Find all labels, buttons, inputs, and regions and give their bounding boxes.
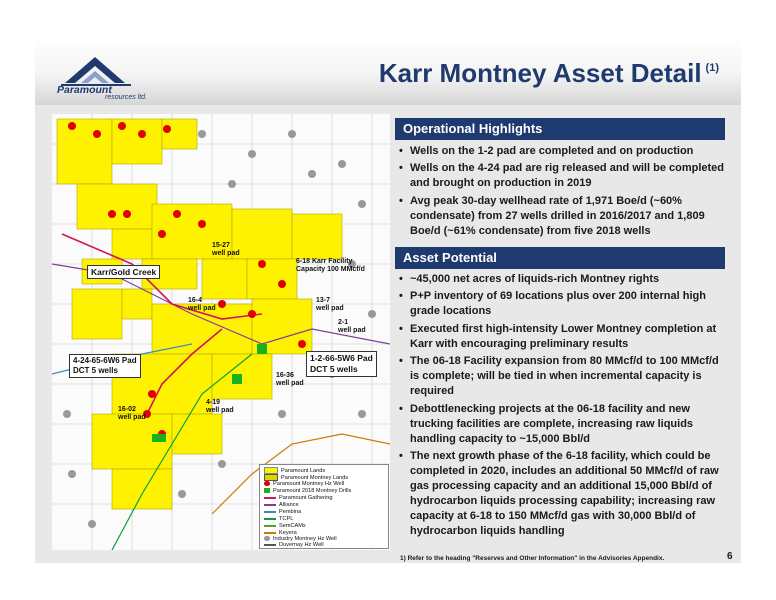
footnote: 1) Refer to the heading "Reserves and Other Information" in the Advisories Appendix. xyxy=(400,555,665,562)
legend-item xyxy=(264,509,301,515)
page-title xyxy=(379,58,719,89)
map-label-16-02: 16-02 well pad xyxy=(118,406,146,421)
legend-label: Industry Montney Hz Well xyxy=(273,536,337,542)
map-label-facility: 6-18 Karr Facility Capacity 100 MMcf/d xyxy=(296,258,365,273)
map-legend xyxy=(259,464,389,549)
operational-highlights-header: Operational Highlights xyxy=(395,118,725,140)
legend-label: Paramount Montney Lands xyxy=(281,474,349,481)
legend-swatch xyxy=(264,532,276,534)
legend-label: Paramount Montney Hz Well xyxy=(273,481,345,487)
page-number: 6 xyxy=(727,551,733,562)
legend-swatch xyxy=(264,518,276,520)
legend-swatch xyxy=(264,544,276,546)
list-item: • Avg peak 30-day wellhead rate of 1,971 Boe/d (~60% condensate) from 27 wells drilled in 2016/2017 and 1,809 Boe/d (~61% condensate) from five 2018 wells xyxy=(395,194,727,239)
legend-label: Paramount 2018 Montney Drills xyxy=(273,488,352,494)
title-footnote-marker: (1) xyxy=(705,62,719,74)
legend-item xyxy=(264,467,325,474)
legend-item xyxy=(264,488,351,494)
legend-label: TCPL xyxy=(279,516,294,522)
list-item: • Debottlenecking projects at the 06-18 facility and new trucking facilities are complete, increasing raw liquids handling capacity to ~15,000 Bbl/d xyxy=(395,402,727,447)
legend-label: Paramount Gathering xyxy=(279,495,333,501)
map-label-2-1: 2-1 well pad xyxy=(338,319,366,334)
legend-item xyxy=(264,542,324,548)
legend-swatch xyxy=(264,474,278,481)
legend-item xyxy=(264,481,344,487)
legend-swatch xyxy=(264,467,278,474)
list-item: • Executed first high-intensity Lower Montney completion at Karr with encouraging preliminary results xyxy=(395,322,727,352)
map-label-15-27: 15-27 well pad xyxy=(212,242,240,257)
legend-swatch xyxy=(264,497,276,499)
legend-label: Duvernay Hz Well xyxy=(279,542,324,548)
list-item: • The next growth phase of the 6-18 facility, which could be completed in 2020, includes an additional 50 MMcf/d of raw gas processing capacity and an additional 15,000 Bbl/d of hydrocarbon liquids processing capability; increasing raw capacity at 6-18 to 150 MMcf/d gas with 30,000 Bbl/d of hydrocarbon liquids handling xyxy=(395,449,727,539)
legend-label: SemCAMs xyxy=(279,523,306,529)
logo-name: Paramount xyxy=(57,84,112,96)
map-label-13-7: 13-7 well pad xyxy=(316,297,344,312)
legend-item xyxy=(264,523,306,529)
page-title-text: Karr Montney Asset Detail xyxy=(378,58,702,88)
legend-swatch xyxy=(264,481,270,486)
legend-label: Paramount Lands xyxy=(281,467,326,474)
asset-potential-list xyxy=(395,272,727,541)
legend-item xyxy=(264,474,348,481)
logo-subtitle: resources ltd. xyxy=(105,94,148,101)
legend-swatch xyxy=(264,525,276,527)
legend-label: Pembina xyxy=(279,509,302,515)
list-item: • ~45,000 net acres of liquids-rich Montney rights xyxy=(395,272,727,287)
list-item: • P+P inventory of 69 locations plus over 200 internal high grade locations xyxy=(395,289,727,319)
legend-item xyxy=(264,495,332,501)
legend-label: Alliance xyxy=(279,502,299,508)
map-label-4-19: 4-19 well pad xyxy=(206,399,234,414)
map-box-karr-gold-creek: Karr/Gold Creek xyxy=(87,265,160,279)
asset-potential-header: Asset Potential xyxy=(395,247,725,269)
legend-label: Keyera xyxy=(279,530,297,536)
legend-item xyxy=(264,502,299,508)
list-item: • Wells on the 1-2 pad are completed and on production xyxy=(395,144,727,159)
legend-swatch xyxy=(264,488,270,493)
list-item: • The 06-18 Facility expansion from 80 MMcf/d to 100 MMcf/d is complete; will be tied in when incremental capacity is required xyxy=(395,354,727,399)
legend-item xyxy=(264,516,293,522)
operational-highlights-list xyxy=(395,144,727,241)
map-box-dct-west: 4-24-65-6W6 Pad DCT 5 wells xyxy=(69,354,141,378)
legend-swatch xyxy=(264,536,270,541)
map-box-dct-east: 1-2-66-5W6 Pad DCT 5 wells xyxy=(306,351,377,377)
legend-swatch xyxy=(264,511,276,513)
list-item: • Wells on the 4-24 pad are rig released and will be completed and brought on production in 2019 xyxy=(395,161,727,191)
karr-map xyxy=(52,114,390,550)
map-label-16-36: 16-36 well pad xyxy=(276,372,304,387)
legend-swatch xyxy=(264,504,276,506)
slide xyxy=(35,37,741,563)
map-label-16-4: 16-4 well pad xyxy=(188,297,216,312)
